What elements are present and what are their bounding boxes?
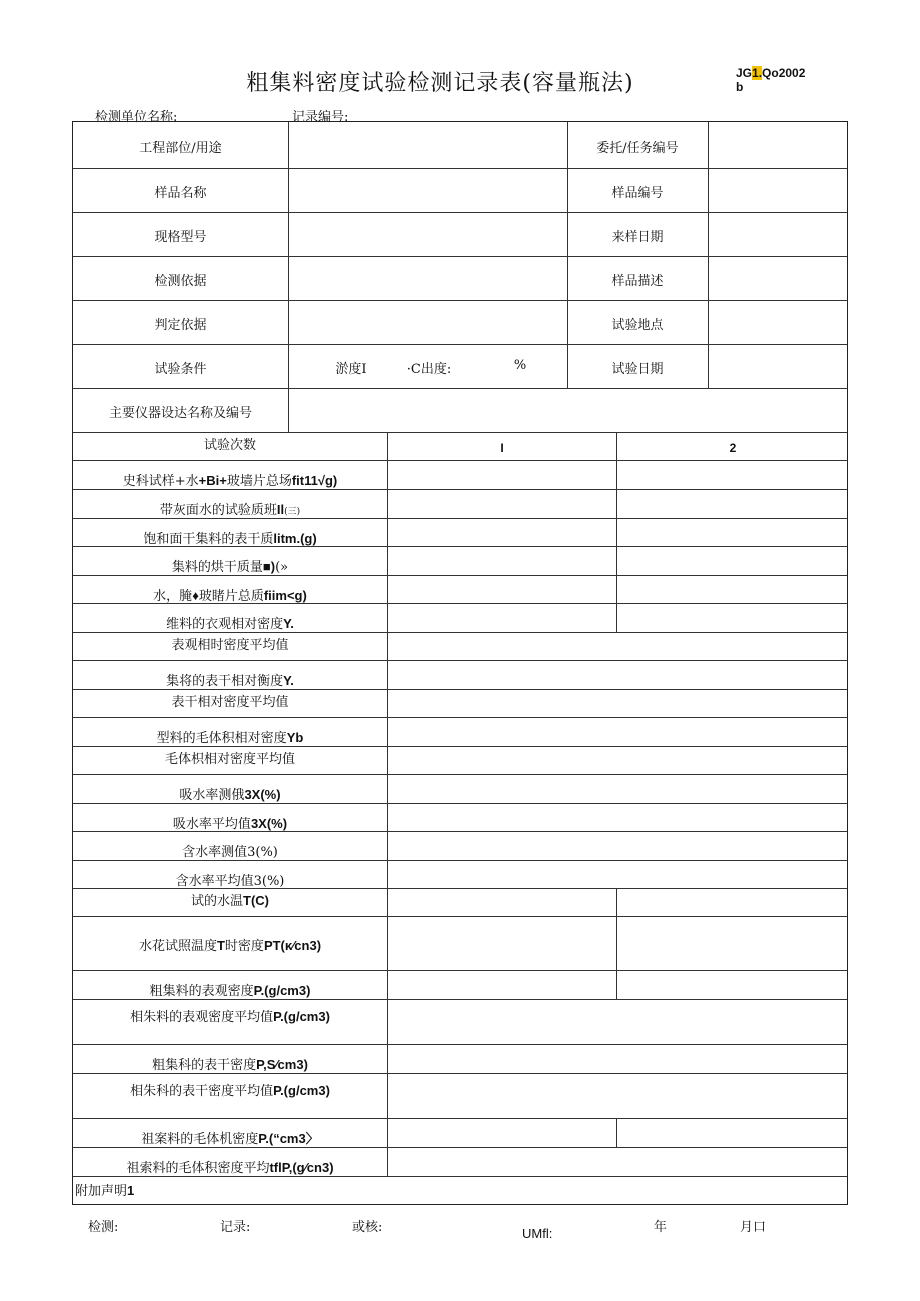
- test-row-label-11-bold: 3X(%): [244, 787, 281, 802]
- row-divider: [73, 1073, 847, 1074]
- test-row-label-18-pre: 相朱料的表观密度平均值: [130, 1009, 274, 1025]
- info-label-right-1: 样品编号: [611, 186, 664, 201]
- test-row-label-16-bold2: PT(κ∕cn3): [263, 938, 322, 953]
- test-row-label-20: [73, 1080, 387, 1099]
- column-divider: [567, 122, 568, 388]
- footer-test-label: 检测:: [88, 1220, 119, 1235]
- column-divider: [616, 432, 617, 632]
- test-column-2: 2: [729, 441, 737, 455]
- test-row-label-2: [73, 528, 387, 547]
- page-title: 粗集料密度试验检测记录表(容量瓶法): [246, 71, 634, 96]
- column-divider: [616, 1118, 617, 1147]
- test-row-label-0-bold2: fit11√g): [291, 473, 338, 488]
- statement-number: 1: [127, 1183, 135, 1198]
- test-row-label-0: [73, 470, 387, 489]
- test-row-label-9-bold: Yb: [286, 730, 304, 745]
- row-divider: [73, 1044, 847, 1045]
- info-label-1: 样品名称: [154, 186, 207, 201]
- footer-review-label: 或核:: [352, 1220, 383, 1235]
- row-divider: [73, 916, 847, 917]
- statement-label: 附加声明: [75, 1184, 128, 1199]
- test-row-label-11-pre: 吸水率测俄: [179, 788, 245, 803]
- test-count-label: 试验次数: [203, 438, 256, 453]
- unit-name-label: 检测单位名称:: [95, 110, 178, 125]
- info-label-5: 试验条件: [154, 362, 207, 377]
- test-row-label-22: [73, 1157, 387, 1176]
- test-row-label-18: [73, 1006, 387, 1025]
- humidity-unit: %: [513, 358, 527, 373]
- row-divider: [73, 746, 847, 747]
- test-row-label-1-pre: 带灰面水的试验质班: [159, 503, 277, 518]
- test-row-label-0-pre: 史科试样+水: [122, 474, 199, 489]
- test-row-label-16-bold: T: [216, 938, 225, 953]
- test-row-label-15-pre: 试的水温: [190, 894, 243, 909]
- info-label-4: 判定依据: [154, 318, 207, 333]
- test-row-label-17: [73, 980, 387, 999]
- test-row-label-0-bold: +Bi+: [198, 473, 227, 488]
- column-divider: [288, 122, 289, 432]
- test-row-label-10-pre: 毛体枳相对密度平均值: [164, 752, 295, 767]
- column-divider: [616, 970, 617, 999]
- test-row-label-10: [73, 748, 387, 767]
- test-row-label-5: [73, 613, 387, 632]
- info-label-0: 工程部位/用途: [139, 141, 222, 156]
- test-row-label-19-pre: 粗集科的表干密度: [152, 1058, 257, 1073]
- record-table: [72, 121, 848, 1205]
- test-row-label-12-pre: 吸水率平均值: [172, 817, 251, 832]
- test-row-label-7-bold: Y.: [283, 673, 294, 688]
- test-row-label-12-bold: 3X(%): [250, 816, 288, 831]
- temperature-label: 淤度I: [335, 362, 367, 377]
- test-row-label-21: [73, 1128, 387, 1147]
- footer-record-label: 记录:: [220, 1220, 251, 1235]
- row-divider: [73, 300, 847, 301]
- row-divider: [73, 774, 847, 775]
- row-divider: [73, 1176, 847, 1177]
- test-row-label-8-pre: 表干相对密度平均值: [171, 695, 289, 710]
- additional-statement: [75, 1180, 134, 1199]
- footer-date-stamp: UMfl:: [522, 1226, 553, 1241]
- row-divider: [73, 432, 847, 433]
- test-row-label-6: [73, 634, 387, 653]
- test-row-label-6-pre: 表观相时密度平均值: [171, 638, 289, 653]
- test-row-label-3-post: (»: [275, 560, 289, 575]
- test-row-label-16-pre: 水花试照温度: [138, 939, 217, 954]
- test-row-label-22-pre: 祖索料的毛体积密度平均: [126, 1161, 270, 1176]
- row-divider: [73, 344, 847, 345]
- column-divider: [387, 432, 388, 1176]
- test-row-label-13-pre: 含水率测值3(%): [182, 845, 278, 860]
- test-row-label-11: [73, 784, 387, 803]
- info-label-right-4: 试验地点: [611, 318, 664, 333]
- test-column-1: I: [500, 441, 504, 455]
- test-row-label-4-bold2: fiim<g): [263, 588, 307, 603]
- form-code-suffix: Qo2002: [762, 66, 806, 80]
- test-row-label-17-bold: P.(g/cm3): [253, 983, 311, 998]
- test-row-label-14: [73, 870, 387, 889]
- test-row-label-3-bold: ■): [262, 559, 276, 574]
- column-divider: [616, 888, 617, 916]
- info-label-right-3: 样品描述: [611, 274, 664, 289]
- column-divider: [708, 122, 709, 388]
- test-row-label-8: [73, 691, 387, 710]
- test-row-label-4: [73, 585, 387, 604]
- test-row-label-17-pre: 粗集料的表观密度: [149, 984, 254, 999]
- test-row-label-15-bold: T(C): [243, 893, 269, 908]
- test-row-label-16-mid: 时密度: [224, 939, 264, 954]
- row-divider: [73, 999, 847, 1000]
- test-row-label-1: [73, 499, 387, 518]
- row-divider: [73, 803, 847, 804]
- test-row-label-3: [73, 556, 387, 575]
- row-divider: [73, 518, 847, 519]
- test-row-label-7: [73, 670, 387, 689]
- row-divider: [73, 860, 847, 861]
- row-divider: [73, 1147, 847, 1148]
- info-label-right-0: 委托/任务编号: [596, 141, 679, 156]
- instruments-label: 主要仪器设达名称及编号: [108, 406, 252, 421]
- test-row-label-16: [73, 935, 387, 954]
- row-divider: [73, 256, 847, 257]
- row-divider: [73, 168, 847, 169]
- row-divider: [73, 1118, 847, 1119]
- test-row-label-14-pre: 含水率平均值3(%): [175, 874, 285, 889]
- test-row-label-2-bold: litm.(g): [273, 531, 317, 546]
- footer-year-label: 年: [654, 1220, 668, 1235]
- column-divider: [616, 916, 617, 970]
- row-divider: [73, 660, 847, 661]
- test-row-label-3-pre: 集料的烘干质量: [171, 560, 263, 575]
- test-row-label-21-pre: 祖案料的毛体机密度: [141, 1132, 259, 1147]
- row-divider: [73, 460, 847, 461]
- test-row-label-22-bold: tflP,(g∕cn3): [269, 1160, 334, 1175]
- info-label-right-5: 试验日期: [611, 362, 664, 377]
- test-row-label-1-small: (三): [284, 507, 301, 517]
- row-divider: [73, 717, 847, 718]
- test-row-label-4-bold: ♦: [192, 588, 199, 603]
- test-row-label-20-pre: 相朱科的表干密度平均值: [130, 1083, 274, 1099]
- test-row-label-9-pre: 型料的毛体积相对密度: [156, 731, 287, 746]
- test-row-label-19: [73, 1054, 387, 1073]
- test-row-label-18-bold: P.(g/cm3): [273, 1008, 330, 1024]
- row-divider: [73, 970, 847, 971]
- test-row-label-0-mid: 玻墙片总场: [226, 474, 292, 489]
- test-row-label-5-pre: 维料的衣观相对密度: [166, 617, 284, 632]
- row-divider: [73, 489, 847, 490]
- test-row-label-4-mid: 玻睹片总质: [198, 589, 264, 604]
- test-row-label-15: [73, 890, 387, 909]
- test-row-label-7-pre: 集将的表干相对衡度: [166, 674, 284, 689]
- form-code-line2: b: [736, 80, 744, 94]
- test-row-label-5-bold: Y.: [283, 616, 294, 631]
- row-divider: [73, 212, 847, 213]
- info-label-right-2: 来样日期: [611, 230, 664, 245]
- row-divider: [73, 689, 847, 690]
- record-number-label: 记录编号:: [292, 110, 349, 125]
- row-divider: [73, 575, 847, 576]
- test-row-label-4-pre: 水，腌: [153, 589, 193, 604]
- test-row-label-1-bold: Il: [276, 502, 285, 517]
- form-code: [736, 66, 805, 94]
- test-row-label-20-bold: P.(g/cm3): [273, 1082, 330, 1098]
- info-label-2: 现格型号: [154, 230, 207, 245]
- humidity-label: ·C出度:: [406, 362, 452, 377]
- footer-month-day-label: 月口: [740, 1220, 767, 1235]
- test-row-label-13: [73, 841, 387, 860]
- form-code-highlight: 1.: [752, 66, 763, 80]
- test-row-label-19-bold: P,S∕cm3): [256, 1057, 308, 1072]
- test-row-label-12: [73, 813, 387, 832]
- info-label-3: 检测依据: [154, 274, 207, 289]
- test-row-label-21-bold: P.(“cm3〉: [258, 1131, 319, 1146]
- test-row-label-2-pre: 饱和面干集料的表干质: [143, 532, 274, 547]
- test-row-label-9: [73, 727, 387, 746]
- row-divider: [73, 388, 847, 389]
- form-code-prefix: JG: [736, 66, 753, 80]
- row-divider: [73, 632, 847, 633]
